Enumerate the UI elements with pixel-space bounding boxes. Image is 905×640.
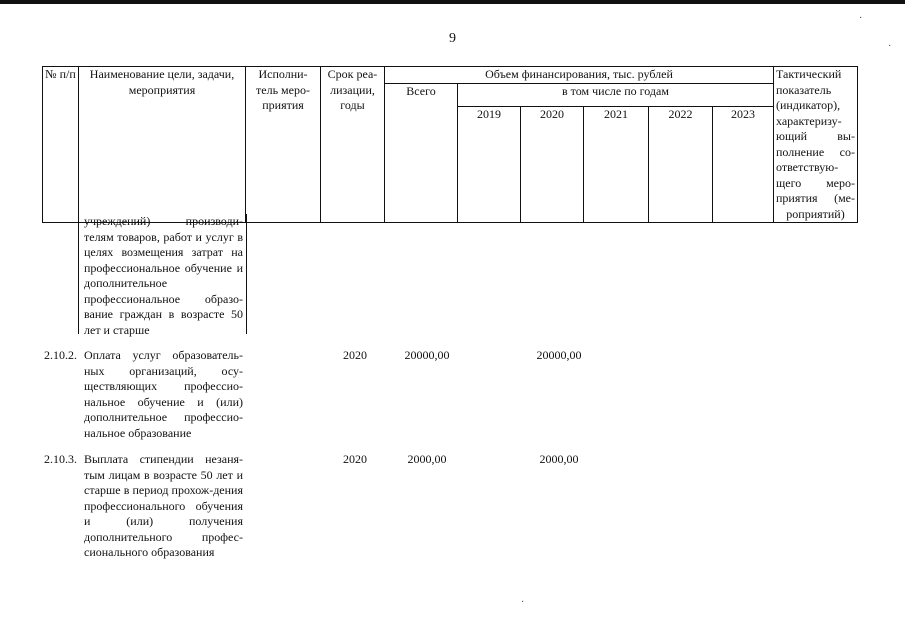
header-col-num: № п/п (43, 67, 79, 223)
row-term: 2020 (343, 348, 367, 362)
row-term: 2020 (343, 452, 367, 466)
header-col-total: Всего (385, 84, 458, 223)
header-col-executor: Исполни-тель меро-приятия (246, 67, 321, 223)
continuation-left-rule (78, 214, 79, 334)
scan-speck: · (888, 41, 892, 52)
header-col-indicator: Тактический показатель (индикатор), характеризу-ющий вы-полнение со-ответствую-щего меро-приятия (ме-роприятий) (774, 67, 858, 223)
header-year-2023: 2023 (713, 107, 774, 223)
row-number: 2.10.2. (44, 348, 77, 362)
row-2020: 20000,00 (536, 348, 582, 362)
row-total: 2000,00 (407, 452, 447, 466)
header-year-2021: 2021 (584, 107, 649, 223)
continuation-right-rule (246, 214, 247, 334)
row-description: Оплата услуг образователь-ных организаций, осу-ществляющих профессио-нальное обучение и (или) дополнительное профессио-нальное образование (84, 348, 243, 440)
header-col-term: Срок реа-лизации, годы (321, 67, 385, 223)
scan-speck: · (521, 597, 525, 608)
header-year-2020: 2020 (521, 107, 584, 223)
header-col-funding: Объем финансирования, тыс. рублей (385, 67, 774, 84)
row-description: Выплата стипендии незаня-тым лицам в возрасте 50 лет и старше в период прохож-дения профессионального обучения и (или) получения дополнительного профес-сионального образования (84, 452, 243, 559)
row-total: 20000,00 (404, 348, 450, 362)
row-2020: 2000,00 (539, 452, 579, 466)
header-year-2019: 2019 (458, 107, 521, 223)
page-number: 9 (449, 31, 456, 46)
header-year-2022: 2022 (649, 107, 713, 223)
header-col-by-years: в том числе по годам (458, 84, 774, 107)
row-number: 2.10.3. (44, 452, 77, 466)
scan-speck: · (859, 13, 863, 24)
continuation-text: учреждений) – производи-телям товаров, работ и услуг в целях возмещения затрат на профессиональное обучение и дополнительное профессиональное образо-вание граждан в возрасте 50 лет и старше (84, 214, 243, 337)
header-table (42, 66, 858, 223)
top-border (0, 0, 905, 4)
header-col-name: Наименование цели, задачи, мероприятия (79, 67, 246, 223)
